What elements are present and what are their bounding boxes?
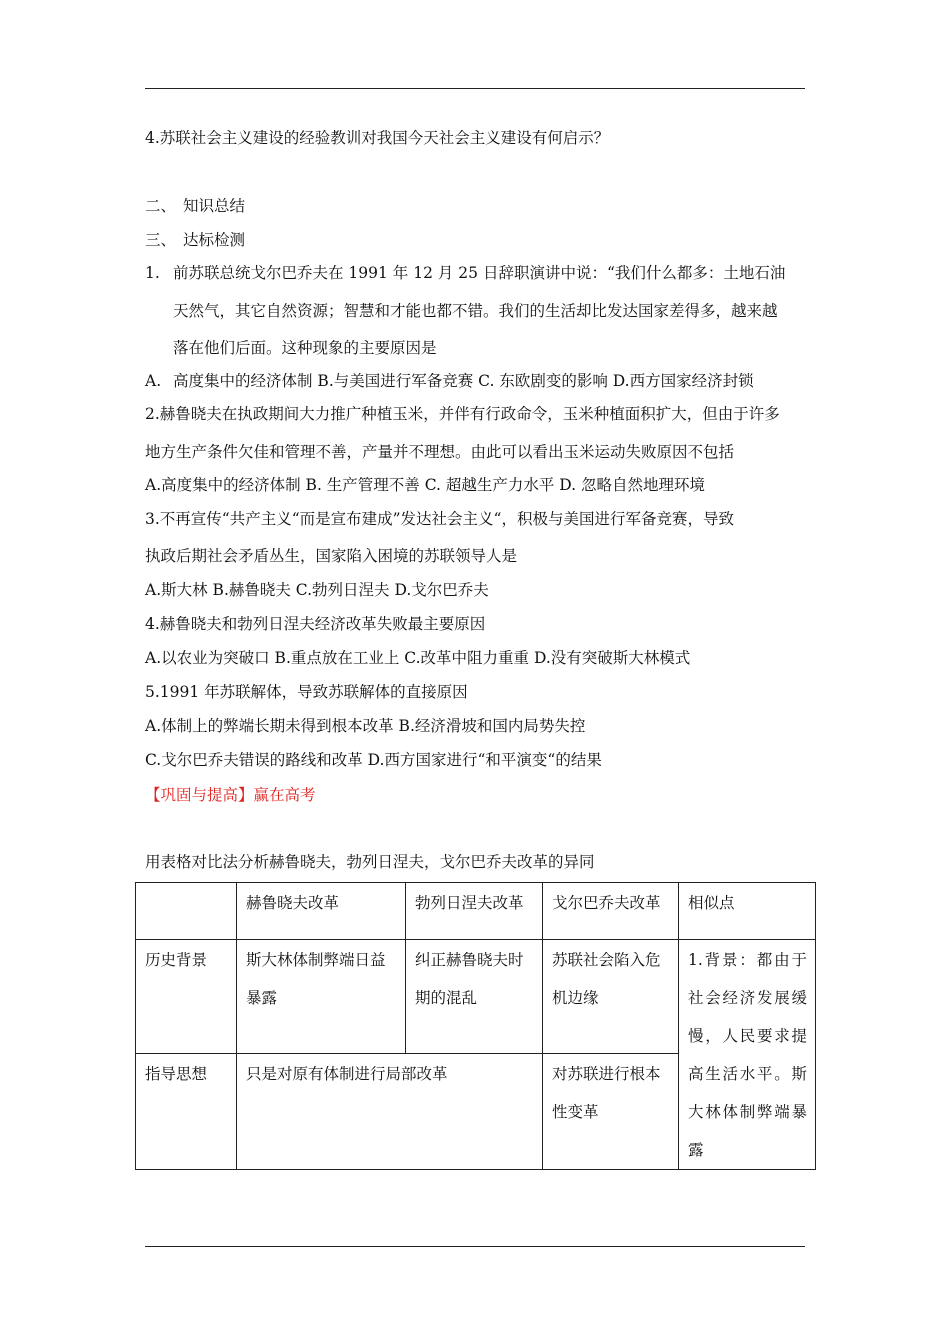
test-1-line-a: 前苏联总统戈尔巴乔夫在 1991 年 12 月 25 日辞职演讲中说：“我们什么都多：土地石油 [173,264,786,282]
table-header-row [136,883,816,940]
cell-similarities: 1.背景：都由于社会经济发展缓慢，人民要求提高生活水平。斯大林体制弊端暴露 [679,940,816,1170]
cell-gorbachev-background: 苏联社会陷入危机边缘 [543,940,679,1054]
test-4-line-a: 4.赫鲁晓夫和勃列日涅夫经济改革失败最主要原因 [145,615,486,633]
table-corner-cell [136,883,237,940]
test-4-options: A.以农业为突破口 B.重点放在工业上 C.改革中阻力重重 D.没有突破斯大林模式 [145,649,691,667]
header-similarities: 相似点 [679,883,816,940]
table-intro: 用表格对比法分析赫鲁晓夫，勃列日涅夫，戈尔巴乔夫改革的异同 [145,853,595,871]
header-rule [145,88,805,89]
footer-rule [145,1246,805,1247]
test-5-line-a: 5.1991 年苏联解体，导致苏联解体的直接原因 [145,683,468,701]
test-3-line-b: 执政后期社会矛盾丛生，国家陷入困境的苏联领导人是 [145,547,518,565]
test-1-option-label: A. [145,372,162,390]
test-2-options: A.高度集中的经济体制 B. 生产管理不善 C. 超越生产力水平 D. 忽略自然地理环境 [145,476,706,494]
test-5-options-1: A.体制上的弊端长期未得到根本改革 B.经济滑坡和国内局势失控 [145,717,586,735]
test-1-options: 高度集中的经济体制 B.与美国进行军备竞赛 C. 东欧剧变的影响 D.西方国家经济封锁 [173,372,754,390]
section-3-title: 达标检测 [183,231,246,249]
cell-khrushchev-brezhnev-guiding: 只是对原有体制进行局部改革 [237,1053,543,1169]
row-label-background: 历史背景 [136,940,237,1054]
cell-brezhnev-background: 纠正赫鲁晓夫时期的混乱 [406,940,543,1054]
header-khrushchev: 赫鲁晓夫改革 [237,883,406,940]
test-2-line-b: 地方生产条件欠佳和管理不善，产量并不理想。由此可以看出玉米运动失败原因不包括 [145,443,735,461]
cell-khrushchev-background: 斯大林体制弊端日益暴露 [237,940,406,1054]
header-brezhnev: 勃列日涅夫改革 [406,883,543,940]
row-label-guiding-thought: 指导思想 [136,1053,237,1169]
test-1-line-b: 天然气，其它自然资源；智慧和才能也都不错。我们的生活却比发达国家差得多，越来越 [173,302,778,320]
test-2-line-a: 2.赫鲁晓夫在执政期间大力推广种植玉米，并伴有行政命令，玉米种植面积扩大，但由于许多 [145,405,780,423]
test-3-options: A.斯大林 B.赫鲁晓夫 C.勃列日涅夫 D.戈尔巴乔夫 [145,581,489,599]
consolidate-heading: 【巩固与提高】赢在高考 [145,786,316,804]
test-1-number: 1. [145,264,160,282]
section-2-number: 二、 [145,197,177,215]
test-5-options-2: C.戈尔巴乔夫错误的路线和改革 D.西方国家进行“和平演变“的结果 [145,751,602,769]
test-1-line-c: 落在他们后面。这种现象的主要原因是 [173,339,437,357]
section-3-number: 三、 [145,231,177,249]
header-gorbachev: 戈尔巴乔夫改革 [543,883,679,940]
section-2-title: 知识总结 [183,197,246,215]
comparison-table [135,882,816,1170]
question-4: 4.苏联社会主义建设的经验教训对我国今天社会主义建设有何启示？ [145,129,610,147]
test-3-line-a: 3.不再宣传“共产主义“而是宣布建成”发达社会主义“，积极与美国进行军备竞赛，导致 [145,510,734,528]
cell-gorbachev-guiding: 对苏联进行根本性变革 [543,1053,679,1169]
table-row [136,940,816,1054]
